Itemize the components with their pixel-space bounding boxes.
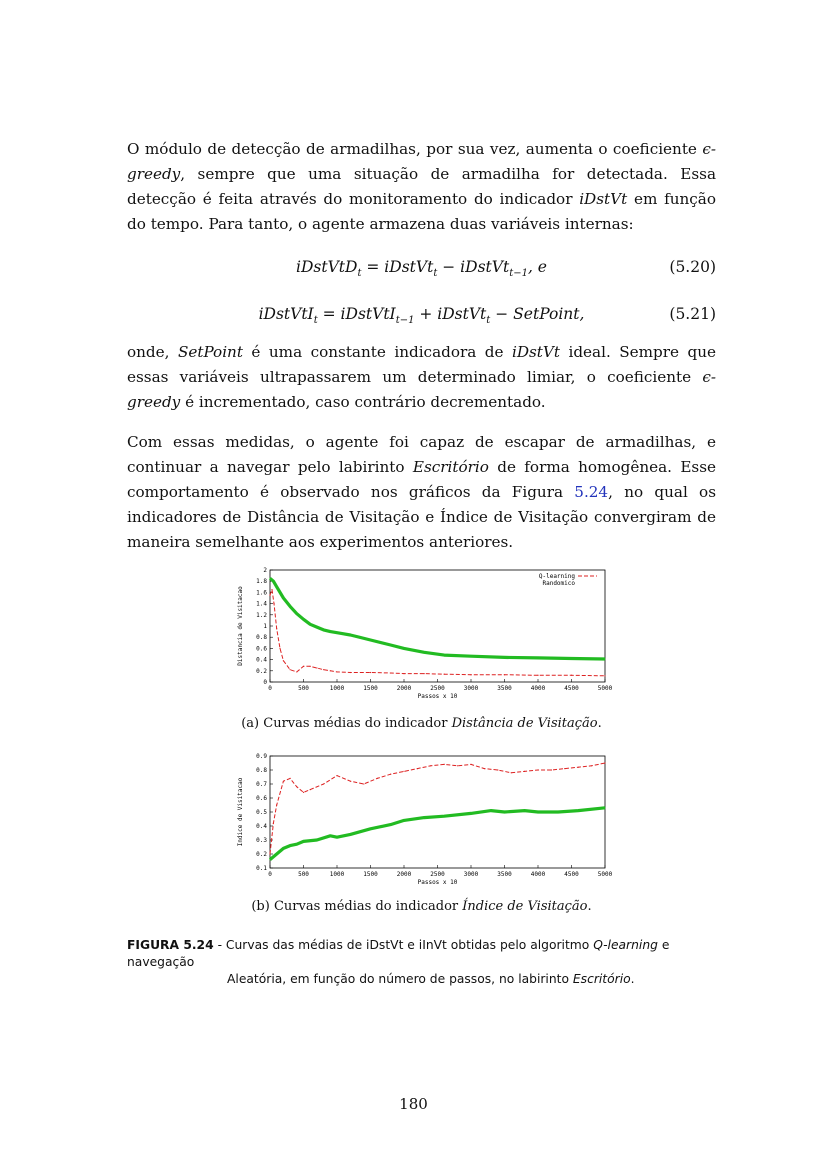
text-run: Aleatória, em função do número de passos, no labirinto [227,972,573,986]
series-randomico-point [504,811,505,812]
idstvt-term: iDstVt [511,343,560,361]
equation-body [127,258,716,279]
series-qlearning-point [350,672,351,673]
x-tick-label: 500 [298,685,309,692]
series-qlearning-point [537,675,538,676]
figure-caption [127,937,722,988]
chart-distancia-visitacao [232,562,622,710]
series-qlearning-point [604,762,605,763]
x-tick-label: 1000 [329,871,345,878]
series-randomico-point [269,578,270,579]
series-randomico-point [303,619,304,620]
series-qlearning-point [279,648,280,649]
eq-term: iDstVtD [296,258,358,276]
series-qlearning-point [273,603,274,604]
series-randomico-point [578,810,579,811]
series-randomico-point [336,837,337,838]
y-tick-label: 0.3 [256,837,267,844]
paragraph-2 [127,340,716,415]
series-randomico-point [330,631,331,632]
eq-term: iDstVtI [258,305,314,323]
x-tick-label: 1500 [363,685,378,692]
series-qlearning-point [363,783,364,784]
series-randomico-point [444,816,445,817]
text-run: é uma constante indicadora de [242,343,512,361]
legend-entry-label: Randomico [542,580,575,587]
series-randomico-point [303,841,304,842]
series-randomico-line [270,578,605,659]
series-qlearning-point [350,781,351,782]
y-tick-label: 0.5 [256,809,267,816]
series-randomico-point [444,655,445,656]
series-qlearning-point [403,771,404,772]
series-randomico-point [504,657,505,658]
series-randomico-point [276,853,277,854]
series-randomico-point [370,639,371,640]
y-tick-label: 0.6 [256,795,267,802]
series-qlearning-point [273,823,274,824]
caption-line-2 [127,971,722,988]
equation-number: (5.21) [669,305,716,323]
series-qlearning-point [390,774,391,775]
y-tick-label: 0.8 [256,634,267,642]
series-qlearning-point [470,674,471,675]
series-randomico-point [273,581,274,582]
y-tick-label: 0.7 [256,781,267,788]
text-run: de forma homogênea. Esse comportamento é observado nos gráficos da Figura [127,458,716,501]
series-randomico-point [491,810,492,811]
series-qlearning-point [323,669,324,670]
x-tick-label: 2500 [430,871,445,878]
series-qlearning-point [484,768,485,769]
eq-subscript: t [486,315,491,327]
text-run: ideal. Sempre que essas variáveis ultrapassarem um determinado limiar, o coeficiente [127,343,717,386]
eq-term: = iDstVtI [317,305,396,323]
series-qlearning-point [524,771,525,772]
x-axis-label: Passos x 10 [417,693,458,700]
series-qlearning-point [444,764,445,765]
series-randomico-point [370,828,371,829]
series-randomico-point [403,820,404,821]
text-run: Índice de Visitação [462,899,588,914]
x-tick-label: 1500 [363,871,378,878]
series-randomico-point [424,652,425,653]
y-tick-label: 0 [263,679,267,686]
series-randomico-point [350,834,351,835]
text-run: , no qual os indicadores de Distância de Visitação e Índice de Visitação convergiram de maneira semelhante aos experimentos anteriores. [127,483,716,551]
y-tick-label: 0.2 [256,667,267,675]
paragraph-3 [127,430,716,555]
figure-reference-link[interactable]: 5.24 [574,483,609,501]
series-qlearning-point [537,769,538,770]
series-randomico-point [390,824,391,825]
series-qlearning-point [283,781,284,782]
series-qlearning-point [430,765,431,766]
x-tick-label: 0 [268,685,272,692]
series-qlearning-point [370,672,371,673]
series-randomico-point [470,813,471,814]
series-randomico-point [424,817,425,818]
series-qlearning-point [283,660,284,661]
x-tick-label: 2000 [396,871,412,878]
x-tick-label: 4500 [564,685,579,692]
eq-term: = iDstVt [361,258,434,276]
eq-term: − SetPoint, [490,305,585,323]
text-run: . [630,972,635,986]
x-tick-label: 3000 [463,685,479,692]
page-number: 180 [399,1095,428,1113]
x-tick-label: 5000 [597,685,613,692]
series-randomico-point [330,835,331,836]
y-tick-label: 0.9 [256,753,267,760]
text-run: . [587,899,592,914]
eq-term: − iDstVt [437,258,510,276]
epsilon-greedy-term: ϵ-greedy [127,140,716,183]
x-tick-label: 3500 [497,685,512,692]
eq-subscript: t−1 [509,268,528,280]
text-run: em função do tempo. Para tanto, o agente armazena duas variáveis internas: [127,190,716,233]
series-randomico-point [310,624,311,625]
series-qlearning-point [276,804,277,805]
x-tick-label: 4000 [530,871,546,878]
series-randomico-point [296,613,297,614]
series-qlearning-point [296,786,297,787]
x-tick-label: 4000 [530,685,546,692]
series-qlearning-point [571,675,572,676]
y-tick-label: 0.1 [256,865,267,872]
series-randomico-point [296,844,297,845]
series-randomico-point [537,811,538,812]
series-randomico-point [604,658,605,659]
series-qlearning-point [303,792,304,793]
series-qlearning-point [323,783,324,784]
series-randomico-point [558,811,559,812]
y-tick-label: 0.4 [256,656,267,664]
series-qlearning-point [269,853,270,854]
series-qlearning-point [296,671,297,672]
series-qlearning-point [604,675,605,676]
figure-label: FIGURA 5.24 [127,938,214,952]
paragraph-1 [127,137,716,237]
series-qlearning-point [269,595,270,596]
series-qlearning-point [417,768,418,769]
series-randomico-point [350,634,351,635]
series-qlearning-point [551,769,552,770]
setpoint-term: SetPoint [177,343,243,361]
chart-indice-visitacao [232,748,622,896]
text-run: onde, [127,343,178,361]
series-qlearning-point [497,769,498,770]
series-qlearning-point [578,767,579,768]
x-tick-label: 5000 [597,871,613,878]
series-randomico-point [403,648,404,649]
series-randomico-point [537,657,538,658]
series-qlearning-point [504,674,505,675]
text-run: Com essas medidas, o agente foi capaz de escapar de armadilhas, e continuar a navegar pelo labirinto [127,433,716,476]
text-run: (b) Curvas médias do indicador [251,899,463,914]
y-axis-label: Indice de Visitacao [237,777,244,847]
series-randomico-point [323,629,324,630]
y-tick-label: 1.8 [256,578,267,586]
text-run: O módulo de detecção de armadilhas, por sua vez, aumenta o coeficiente [127,140,703,158]
series-qlearning-point [470,764,471,765]
series-randomico-point [269,859,270,860]
series-randomico-point [316,839,317,840]
series-randomico-point [336,632,337,633]
text-run: (a) Curvas médias do indicador [241,716,452,731]
y-tick-label: 0.8 [256,767,267,774]
series-qlearning-point [330,670,331,671]
subcaption-b [127,899,716,914]
series-randomico-line [270,808,605,860]
series-qlearning-point [591,765,592,766]
eq-subscript: t [433,268,438,280]
series-randomico-point [470,656,471,657]
series-qlearning-point [316,667,317,668]
x-axis-label: Passos x 10 [417,879,458,886]
eq-term: , e [527,258,547,276]
x-tick-label: 2500 [430,685,445,692]
series-qlearning-point [290,669,291,670]
y-tick-label: 1 [263,623,267,630]
text-run: . [597,716,602,731]
series-qlearning-point [390,672,391,673]
x-tick-label: 500 [298,871,309,878]
series-randomico-point [316,627,317,628]
series-randomico-point [390,644,391,645]
x-tick-label: 0 [268,871,272,878]
series-randomico-point [283,597,284,598]
series-qlearning-point [444,674,445,675]
idstvt-term: iDstVt [579,190,628,208]
eq-term: + iDstVt [414,305,487,323]
x-tick-label: 2000 [396,685,412,692]
series-qlearning-point [564,768,565,769]
series-randomico-point [290,845,291,846]
series-qlearning-point [271,589,272,590]
series-qlearning-line [270,590,605,676]
equation-body [127,305,716,326]
y-tick-label: 1.4 [256,600,267,608]
series-qlearning-point [377,778,378,779]
series-qlearning-point [457,765,458,766]
series-qlearning-point [403,673,404,674]
text-run: é incrementado, caso contrário decrementado. [180,393,546,411]
series-randomico-point [276,586,277,587]
x-tick-label: 4500 [564,871,579,878]
series-qlearning-point [424,673,425,674]
y-tick-label: 0.4 [256,823,267,830]
y-tick-label: 0.6 [256,645,267,653]
eq-subscript: t [313,315,318,327]
subcaption-a [127,716,716,731]
x-tick-label: 3500 [497,871,512,878]
series-qlearning-point [303,666,304,667]
legend-entry-label: Q-learning [538,573,575,580]
series-qlearning-point [511,772,512,773]
eq-subscript: t [357,268,362,280]
series-qlearning-point [310,789,311,790]
equation-number: (5.20) [669,258,716,276]
text-run: , sempre que uma situação de armadilha for detectada. Essa detecção é feita através do monitoramento do indicador [127,165,716,208]
equation-5-21 [127,305,716,329]
y-axis-label: Distancia de Visitacao [237,586,244,666]
series-qlearning-point [336,671,337,672]
text-run: Escritório [572,972,631,986]
x-tick-label: 1000 [329,685,345,692]
y-tick-label: 1.6 [256,589,267,597]
series-qlearning-point [276,628,277,629]
y-tick-label: 0.2 [256,851,267,858]
y-tick-label: 1.2 [256,611,267,619]
text-run: - Curvas das médias de iDstVt e iInVt obtidas pelo algoritmo [213,938,594,952]
x-tick-label: 3000 [463,871,479,878]
epsilon-greedy-term: ϵ-greedy [127,368,716,411]
text-run: e navegação [127,938,670,969]
series-randomico-point [283,848,284,849]
series-qlearning-point [336,775,337,776]
y-tick-label: 2 [263,567,267,574]
eq-subscript: t−1 [395,315,415,327]
series-qlearning-point [290,778,291,779]
series-randomico-point [604,807,605,808]
series-qlearning-point [310,666,311,667]
series-randomico-point [524,810,525,811]
series-randomico-point [571,658,572,659]
text-run: Distância de Visitação [451,716,598,731]
text-run: Q-learning [593,938,658,952]
equation-5-20 [127,258,716,282]
series-randomico-point [290,606,291,607]
maze-name: Escritório [412,458,489,476]
